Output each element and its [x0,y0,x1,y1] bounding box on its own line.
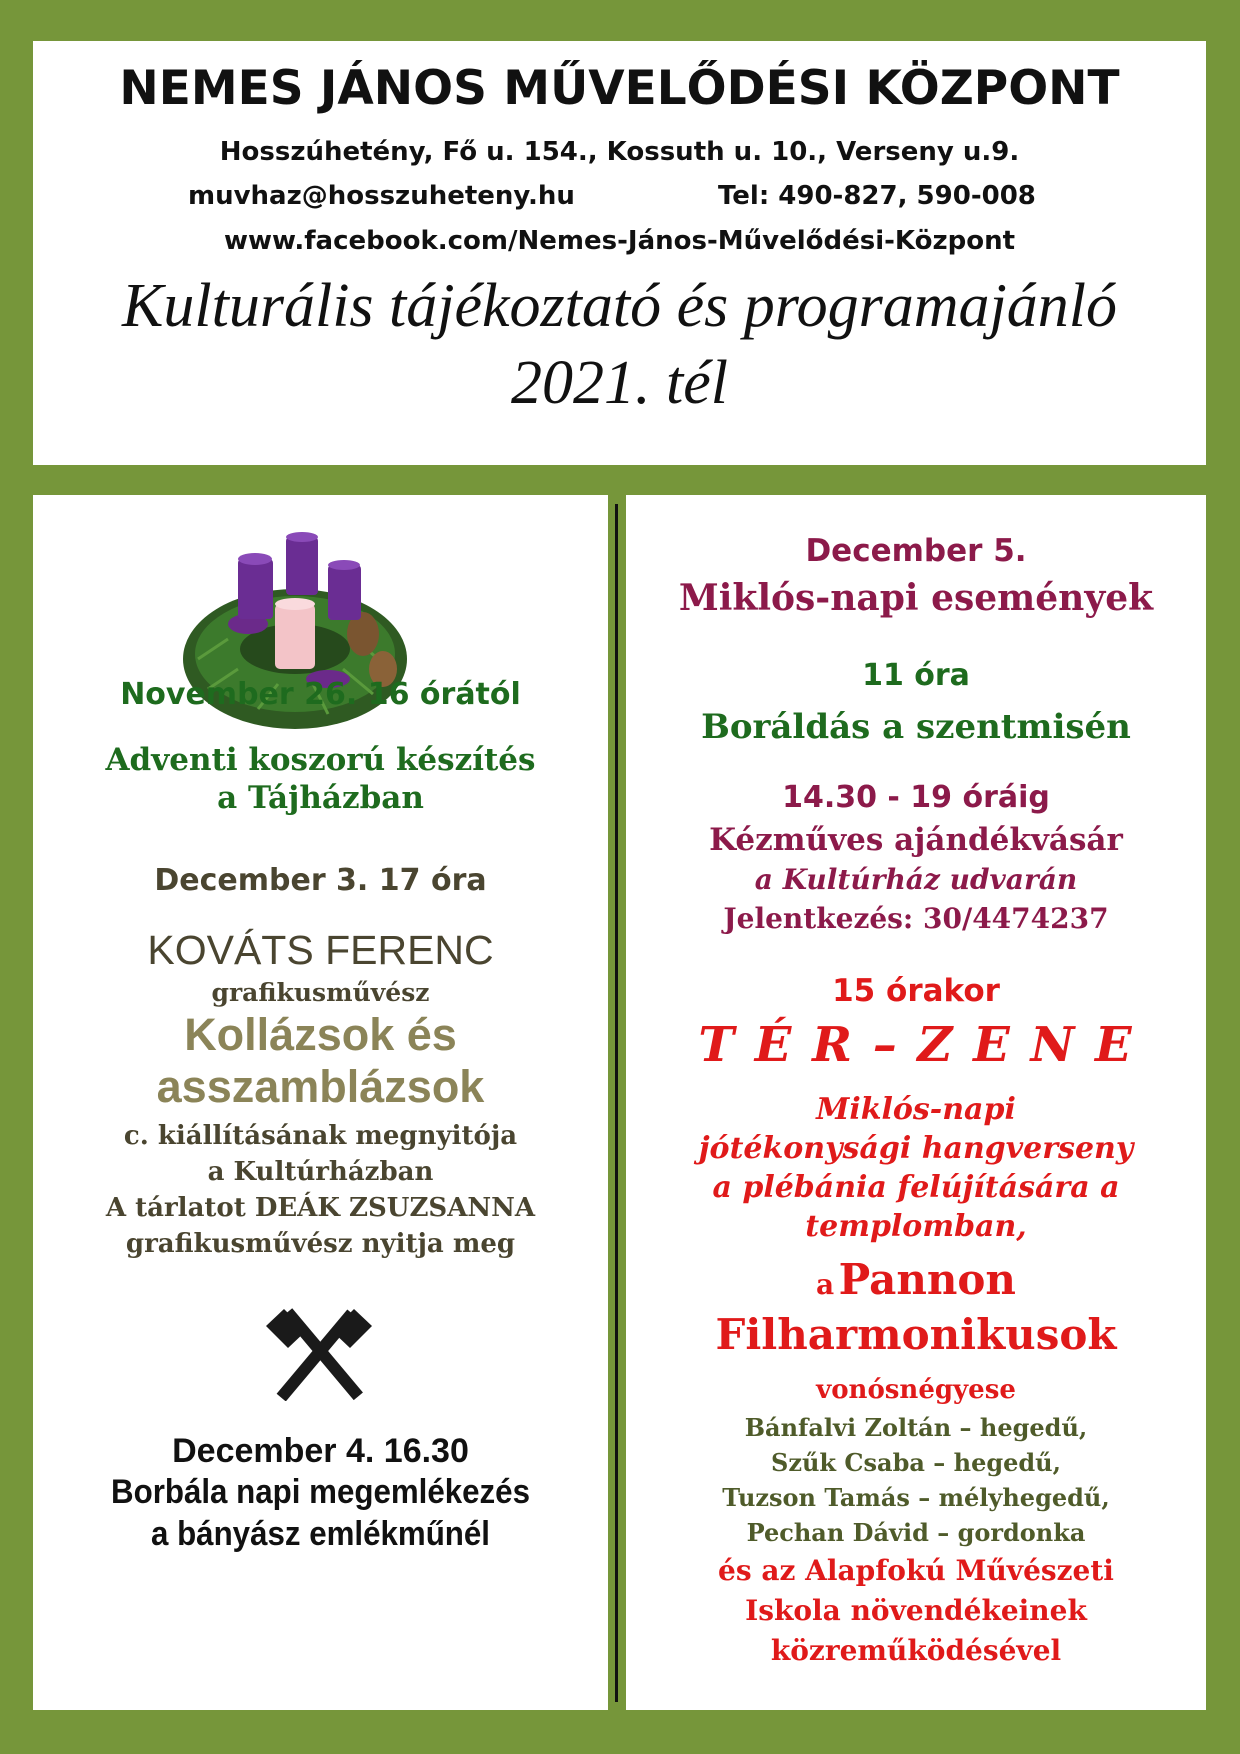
item2-place: a Kultúrház udvarán [754,863,1078,896]
org-name: NEMES JÁNOS MŰVELŐDÉSI KÖZPONT [119,61,1120,116]
item2-contact: Jelentkezés: 30/4474237 [723,902,1109,935]
event2-artist: KOVÁTS FERENC [147,927,494,973]
musician-1: Bánfalvi Zoltán – hegedű, [744,1413,1088,1442]
advent-wreath-icon [178,519,413,749]
event2-desc-line4: grafikusművész nyitja meg [125,1229,516,1259]
closing-line2: Iskola növendékeinek [745,1594,1087,1627]
left-panel [33,495,608,1710]
event2-desc-line2: a Kultúrházban [207,1157,434,1187]
item2-title: Kézműves ajándékvásár [709,822,1123,858]
event2-exhibit-line1: Kollázsok és [184,1009,457,1060]
facebook-link: www.facebook.com/Nemes-János-Művelődési-Központ [223,226,1016,256]
phone: Tel: 490-827, 590-008 [718,181,1036,211]
musician-3: Tuzson Tamás – mélyhegedű, [722,1483,1110,1512]
item2-time: 14.30 - 19 óráig [782,780,1050,815]
item3-ensemble2: Filharmonikusok [715,1310,1117,1359]
crossed-hammers-icon [266,1301,372,1401]
item3-desc-line4: templomban, [805,1209,1027,1244]
address: Hosszúhetény, Fő u. 154., Kossuth u. 10., Verseny u.9. [219,137,1020,167]
event2-desc-line1: c. kiállításának megnyitója [123,1121,518,1151]
event2-exhibit-line2: asszamblázsok [156,1061,485,1112]
right-heading: Miklós-napi események [678,577,1154,619]
item3-ensemble1: Pannon [838,1255,1016,1304]
email: muvhaz@hosszuheteny.hu [188,181,575,211]
header-panel [33,41,1206,465]
right-date: December 5. [805,533,1027,569]
event3-title-line2: a bányász emlékműnél [150,1515,491,1553]
closing-line1: és az Alapfokú Művészeti [718,1554,1114,1587]
item3-desc-line3: a plébánia felújítására a [712,1170,1120,1205]
event1-title-line2: a Tájházban [217,780,424,816]
event2-date: December 3. 17 óra [154,863,487,898]
event1-title-line1: Adventi koszorú készítés [105,742,536,778]
musician-2: Szűk Csaba – hegedű, [771,1448,1061,1477]
musician-4: Pechan Dávid – gordonka [746,1518,1086,1547]
item3-desc-line1: Miklós-napi [816,1092,1016,1127]
item3-desc-line2: jótékonysági hangverseny [698,1131,1134,1166]
event3-date: December 4. 16.30 [172,1432,469,1470]
item3-a: a [816,1268,835,1301]
item3-time: 15 órakor [832,973,1000,1009]
event2-desc-line3: A tárlatot DEÁK ZSUZSANNA [105,1193,536,1223]
event3-title-line1: Borbála napi megemlékezés [110,1473,530,1511]
item3-quartet: vonósnégyese [816,1375,1016,1405]
item1-time: 11 óra [862,658,970,693]
item3-title: T É R – Z E N E [698,1017,1134,1073]
event1-date: November 26. 16 órától [120,677,521,712]
item1-title: Boráldás a szentmisén [701,707,1131,747]
event2-artist-role: grafikusművész [211,978,430,1007]
column-divider [615,504,618,1702]
season: 2021. tél [511,349,728,417]
right-panel [626,495,1206,1710]
item3-ensemble-line1 [626,1255,1206,1304]
closing-line3: közreműködésével [770,1634,1062,1667]
subtitle: Kulturális tájékoztató és programajánló [122,272,1117,340]
